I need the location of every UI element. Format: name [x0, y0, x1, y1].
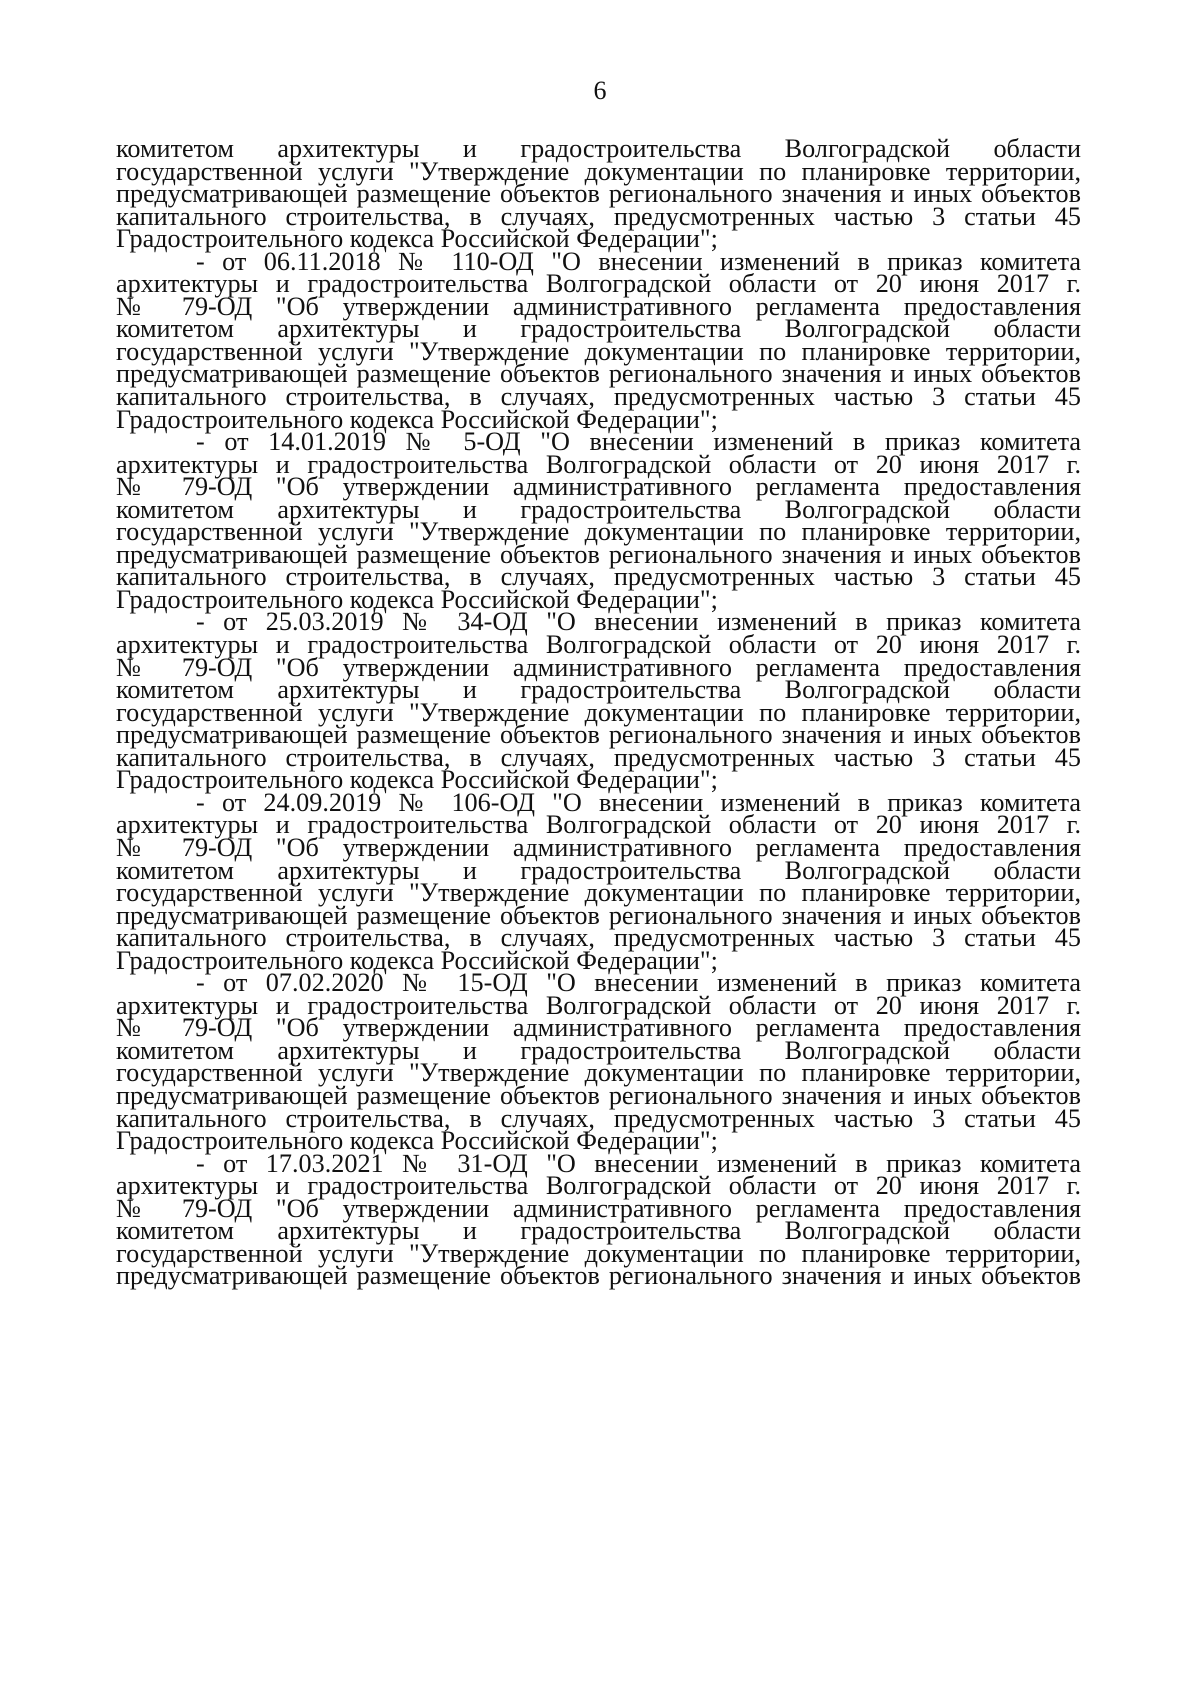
- document-body: [116, 134, 1081, 1291]
- text-line: комитетом архитектуры и градостроительства Волгоградской области: [116, 675, 1081, 705]
- text-line: - от 24.09.2019 № 106-ОД "О внесении изменений в приказ комитета: [196, 787, 1081, 817]
- text-line: предусматривающей размещение объектов регионального значения и иных объектов: [116, 179, 1081, 209]
- text-line: № 79-ОД "Об утверждении административного регламента предоставления: [116, 832, 1081, 862]
- text-line: комитетом архитектуры и градостроительства Волгоградской области: [116, 1035, 1081, 1065]
- text-line: государственной услуги "Утверждение документации по планировке территории,: [116, 517, 1081, 547]
- page-number: 6: [593, 76, 607, 105]
- text-line: № 79-ОД "Об утверждении административного регламента предоставления: [116, 472, 1081, 502]
- text-line: архитектуры и градостроительства Волгоградской области от 20 июня 2017 г.: [116, 1171, 1081, 1201]
- text-line: предусматривающей размещение объектов регионального значения и иных объектов: [116, 900, 1081, 930]
- text-line: комитетом архитектуры и градостроительства Волгоградской области: [116, 134, 1081, 163]
- text-line: Градостроительного кодекса Российской Федерации";: [116, 1126, 718, 1156]
- text-line: комитетом архитектуры и градостроительства Волгоградской области: [116, 314, 1081, 344]
- text-line: капитального строительства, в случаях, предусмотренных частью 3 статьи 45: [116, 382, 1081, 412]
- text-line: № 79-ОД "Об утверждении административного регламента предоставления: [116, 1013, 1081, 1043]
- text-line: капитального строительства, в случаях, предусмотренных частью 3 статьи 45: [116, 923, 1081, 953]
- text-line: капитального строительства, в случаях, предусмотренных частью 3 статьи 45: [116, 1103, 1081, 1133]
- text-line: Градостроительного кодекса Российской Федерации";: [116, 224, 718, 254]
- text-line: - от 06.11.2018 № 110-ОД "О внесении изменений в приказ комитета: [196, 246, 1081, 276]
- text-line: Градостроительного кодекса Российской Федерации";: [116, 945, 718, 975]
- text-line: архитектуры и градостроительства Волгоградской области от 20 июня 2017 г.: [116, 449, 1081, 479]
- text-line: Градостроительного кодекса Российской Федерации";: [116, 765, 718, 795]
- text-line: государственной услуги "Утверждение документации по планировке территории,: [116, 1058, 1081, 1088]
- text-line: № 79-ОД "Об утверждении административного регламента предоставления: [116, 291, 1081, 321]
- text-line: № 79-ОД "Об утверждении административного регламента предоставления: [116, 1193, 1081, 1223]
- text-line: Градостроительного кодекса Российской Федерации";: [116, 584, 718, 614]
- text-line: Градостроительного кодекса Российской Федерации";: [116, 404, 718, 434]
- text-line: государственной услуги "Утверждение документации по планировке территории,: [116, 156, 1081, 186]
- text-line: - от 14.01.2019 № 5-ОД "О внесении изменений в приказ комитета: [196, 427, 1081, 457]
- text-line: архитектуры и градостроительства Волгоградской области от 20 июня 2017 г.: [116, 810, 1081, 840]
- text-line: капитального строительства, в случаях, предусмотренных частью 3 статьи 45: [116, 562, 1081, 592]
- text-line: капитального строительства, в случаях, предусмотренных частью 3 статьи 45: [116, 742, 1081, 772]
- text-line: предусматривающей размещение объектов регионального значения и иных объектов: [116, 359, 1081, 389]
- text-line: - от 25.03.2019 № 34-ОД "О внесении изменений в приказ комитета: [196, 607, 1081, 637]
- text-line: предусматривающей размещение объектов регионального значения и иных объектов: [116, 539, 1081, 569]
- text-line: № 79-ОД "Об утверждении административного регламента предоставления: [116, 652, 1081, 682]
- text-line: предусматривающей размещение объектов регионального значения и иных объектов: [116, 720, 1081, 750]
- text-line: предусматривающей размещение объектов регионального значения и иных объектов: [116, 1261, 1081, 1291]
- text-line: комитетом архитектуры и градостроительства Волгоградской области: [116, 494, 1081, 524]
- text-line: государственной услуги "Утверждение документации по планировке территории,: [116, 1238, 1081, 1268]
- text-line: архитектуры и градостроительства Волгоградской области от 20 июня 2017 г.: [116, 630, 1081, 660]
- text-line: капитального строительства, в случаях, предусмотренных частью 3 статьи 45: [116, 201, 1081, 231]
- text-line: - от 07.02.2020 № 15-ОД "О внесении изменений в приказ комитета: [196, 968, 1081, 998]
- text-line: комитетом архитектуры и градостроительства Волгоградской области: [116, 1216, 1081, 1246]
- text-line: комитетом архитектуры и градостроительства Волгоградской области: [116, 855, 1081, 885]
- text-line: предусматривающей размещение объектов регионального значения и иных объектов: [116, 1080, 1081, 1110]
- text-line: государственной услуги "Утверждение документации по планировке территории,: [116, 878, 1081, 908]
- text-line: архитектуры и градостроительства Волгоградской области от 20 июня 2017 г.: [116, 269, 1081, 299]
- text-line: - от 17.03.2021 № 31-ОД "О внесении изменений в приказ комитета: [196, 1148, 1081, 1178]
- text-line: архитектуры и градостроительства Волгоградской области от 20 июня 2017 г.: [116, 990, 1081, 1020]
- text-line: государственной услуги "Утверждение документации по планировке территории,: [116, 336, 1081, 366]
- text-line: государственной услуги "Утверждение документации по планировке территории,: [116, 697, 1081, 727]
